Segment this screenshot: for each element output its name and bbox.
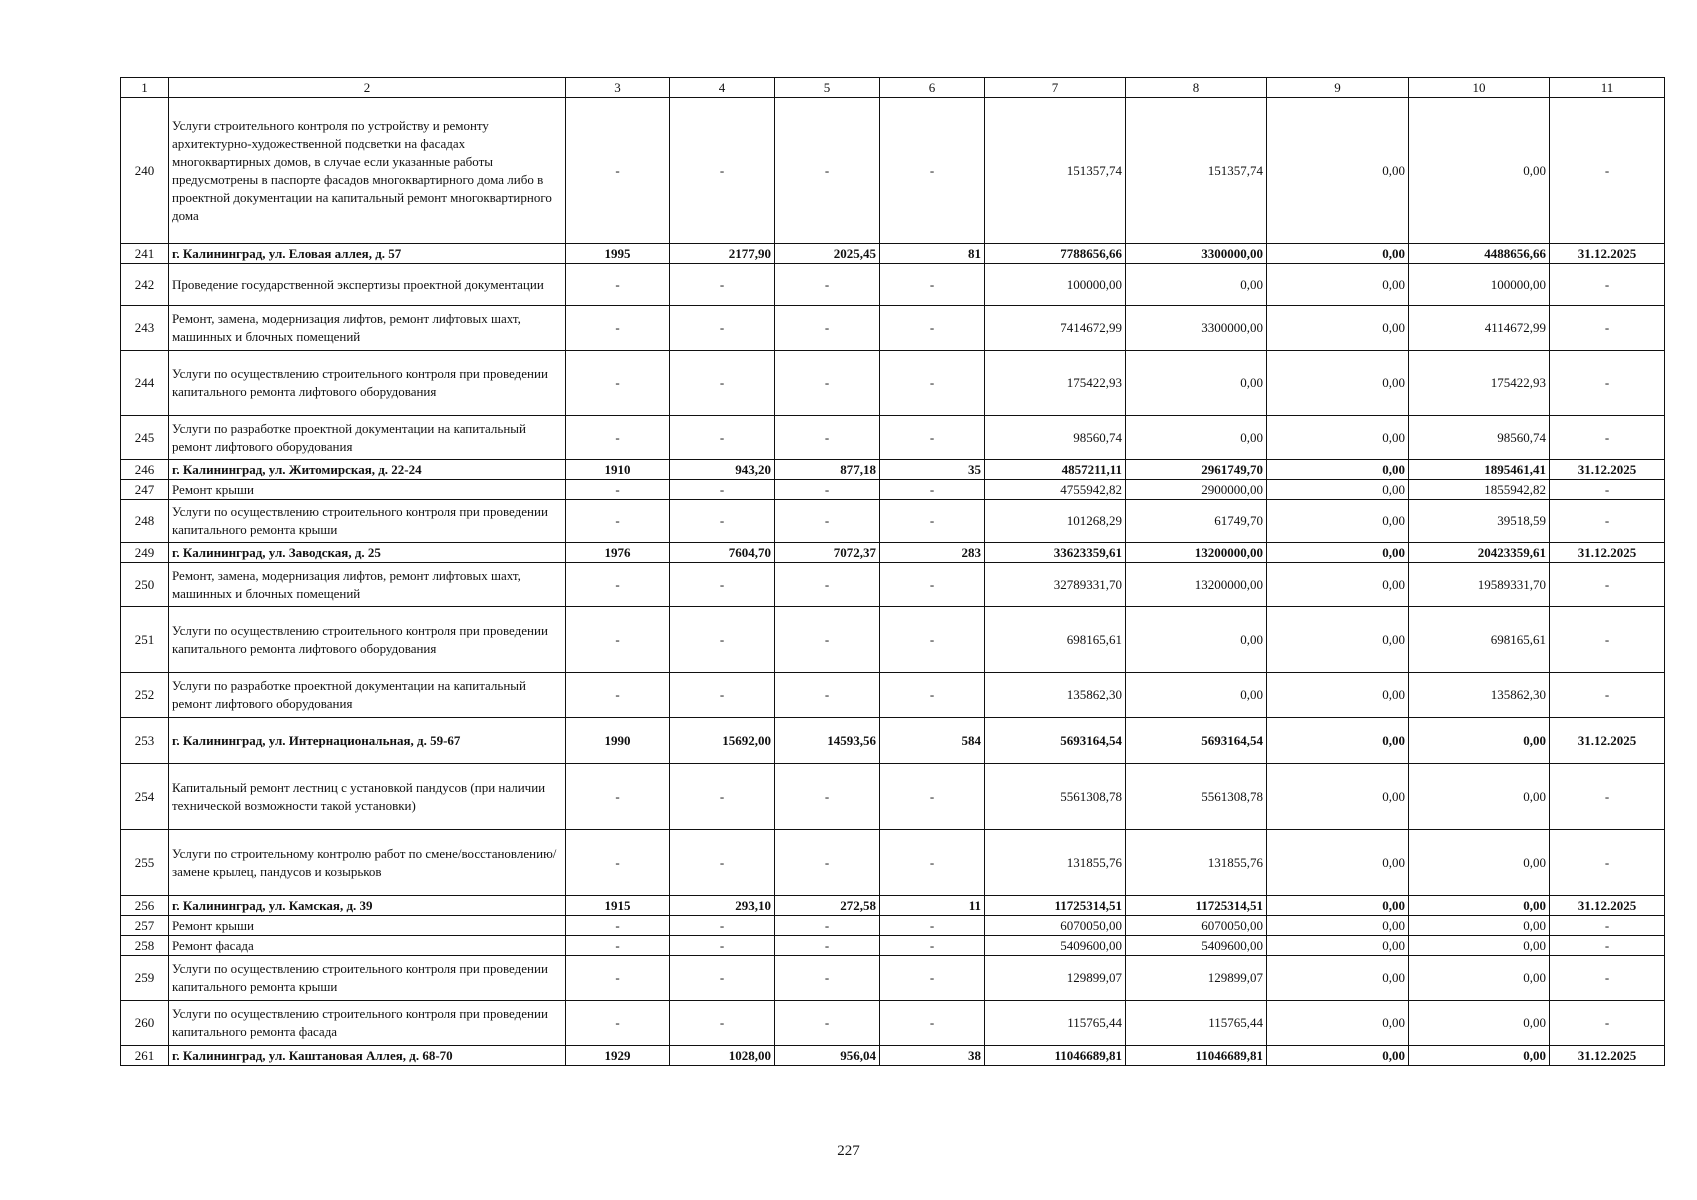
value-cell: 33623359,61 [985, 543, 1126, 563]
value-cell: 584 [880, 718, 985, 764]
value-cell: - [880, 351, 985, 416]
value-cell: 11046689,81 [985, 1046, 1126, 1066]
value-cell: 7788656,66 [985, 244, 1126, 264]
value-cell: - [880, 830, 985, 896]
work-description-cell: Ремонт, замена, модернизация лифтов, ремонт лифтовых шахт, машинных и блочных помещений [169, 306, 566, 351]
value-cell: - [566, 673, 670, 718]
address-cell: г. Калининград, ул. Каштановая Аллея, д. 68-70 [169, 1046, 566, 1066]
value-cell: 1995 [566, 244, 670, 264]
value-cell: 7414672,99 [985, 306, 1126, 351]
value-cell: - [670, 607, 775, 673]
row-number-cell: 251 [121, 607, 169, 673]
value-cell: 698165,61 [985, 607, 1126, 673]
value-cell: 32789331,70 [985, 563, 1126, 607]
value-cell: - [775, 1001, 880, 1046]
value-cell: 98560,74 [1409, 416, 1550, 460]
value-cell: - [775, 500, 880, 543]
work-item-row [121, 98, 1665, 244]
value-cell: 81 [880, 244, 985, 264]
work-description-cell: Услуги по осуществлению строительного контроля при проведении капитального ремонта крыши [169, 500, 566, 543]
work-description-cell: Услуги по осуществлению строительного контроля при проведении капитального ремонта фасада [169, 1001, 566, 1046]
address-row [121, 244, 1665, 264]
value-cell: 39518,59 [1409, 500, 1550, 543]
work-description-cell: Услуги строительного контроля по устройству и ремонту архитектурно-художественной подсветки на фасадах многоквартирных домов, в случае если указанные работы предусмотрены в паспорте фасадов многоквартирного дома либо в проектной документации на капитальный ремонт многоквартирного дома [169, 98, 566, 244]
work-item-row [121, 673, 1665, 718]
value-cell: 956,04 [775, 1046, 880, 1066]
value-cell: - [566, 764, 670, 830]
column-number-cell: 3 [566, 78, 670, 98]
value-cell: 20423359,61 [1409, 543, 1550, 563]
value-cell: 1895461,41 [1409, 460, 1550, 480]
value-cell: - [775, 764, 880, 830]
value-cell: 0,00 [1267, 1001, 1409, 1046]
value-cell: 5561308,78 [1126, 764, 1267, 830]
value-cell: 151357,74 [1126, 98, 1267, 244]
value-cell: 31.12.2025 [1550, 896, 1665, 916]
value-cell: 135862,30 [985, 673, 1126, 718]
work-item-row [121, 956, 1665, 1001]
value-cell: - [1550, 416, 1665, 460]
value-cell: - [670, 351, 775, 416]
value-cell: 2961749,70 [1126, 460, 1267, 480]
address-cell: г. Калининград, ул. Заводская, д. 25 [169, 543, 566, 563]
value-cell: - [1550, 306, 1665, 351]
value-cell: - [775, 351, 880, 416]
value-cell: - [775, 264, 880, 306]
value-cell: 1976 [566, 543, 670, 563]
value-cell: 1929 [566, 1046, 670, 1066]
capital-repair-table [120, 77, 1665, 1066]
value-cell: 31.12.2025 [1550, 460, 1665, 480]
value-cell: 129899,07 [1126, 956, 1267, 1001]
value-cell: - [1550, 916, 1665, 936]
value-cell: 6070050,00 [985, 916, 1126, 936]
value-cell: 283 [880, 543, 985, 563]
value-cell: 0,00 [1267, 1046, 1409, 1066]
value-cell: 5561308,78 [985, 764, 1126, 830]
value-cell: - [1550, 956, 1665, 1001]
work-item-row [121, 1001, 1665, 1046]
row-number-cell: 248 [121, 500, 169, 543]
work-item-row [121, 306, 1665, 351]
row-number-cell: 254 [121, 764, 169, 830]
work-description-cell: Услуги по строительному контролю работ по смене/восстановлению/замене крылец, пандусов и козырьков [169, 830, 566, 896]
value-cell: 31.12.2025 [1550, 244, 1665, 264]
row-number-cell: 253 [121, 718, 169, 764]
value-cell: 2177,90 [670, 244, 775, 264]
work-description-cell: Услуги по осуществлению строительного контроля при проведении капитального ремонта крыши [169, 956, 566, 1001]
column-number-cell: 7 [985, 78, 1126, 98]
value-cell: - [880, 916, 985, 936]
address-row [121, 718, 1665, 764]
value-cell: 14593,56 [775, 718, 880, 764]
value-cell: 5409600,00 [985, 936, 1126, 956]
value-cell: 101268,29 [985, 500, 1126, 543]
value-cell: 100000,00 [985, 264, 1126, 306]
value-cell: 4857211,11 [985, 460, 1126, 480]
value-cell: 0,00 [1267, 830, 1409, 896]
value-cell: - [880, 480, 985, 500]
value-cell: 151357,74 [985, 98, 1126, 244]
value-cell: 0,00 [1409, 764, 1550, 830]
value-cell: - [670, 480, 775, 500]
value-cell: 0,00 [1409, 98, 1550, 244]
value-cell: - [566, 936, 670, 956]
value-cell: - [1550, 830, 1665, 896]
value-cell: 11725314,51 [1126, 896, 1267, 916]
value-cell: - [566, 500, 670, 543]
row-number-cell: 257 [121, 916, 169, 936]
value-cell: - [670, 416, 775, 460]
column-number-row [121, 78, 1665, 98]
value-cell: 0,00 [1267, 500, 1409, 543]
value-cell: 4488656,66 [1409, 244, 1550, 264]
value-cell: 0,00 [1409, 916, 1550, 936]
value-cell: - [1550, 500, 1665, 543]
row-number-cell: 244 [121, 351, 169, 416]
value-cell: 0,00 [1267, 896, 1409, 916]
value-cell: - [566, 98, 670, 244]
column-number-cell: 1 [121, 78, 169, 98]
address-row [121, 896, 1665, 916]
work-item-row [121, 916, 1665, 936]
work-description-cell: Услуги по осуществлению строительного контроля при проведении капитального ремонта лифтового оборудования [169, 607, 566, 673]
value-cell: - [566, 351, 670, 416]
value-cell: - [566, 1001, 670, 1046]
address-row [121, 543, 1665, 563]
value-cell: - [1550, 480, 1665, 500]
row-number-cell: 256 [121, 896, 169, 916]
value-cell: - [775, 830, 880, 896]
work-item-row [121, 830, 1665, 896]
row-number-cell: 246 [121, 460, 169, 480]
value-cell: 0,00 [1267, 956, 1409, 1001]
value-cell: - [880, 673, 985, 718]
value-cell: - [880, 500, 985, 543]
value-cell: 0,00 [1409, 956, 1550, 1001]
value-cell: 4114672,99 [1409, 306, 1550, 351]
value-cell: - [880, 563, 985, 607]
work-item-row [121, 563, 1665, 607]
value-cell: 31.12.2025 [1550, 543, 1665, 563]
work-item-row [121, 480, 1665, 500]
row-number-cell: 240 [121, 98, 169, 244]
value-cell: 0,00 [1126, 351, 1267, 416]
value-cell: 0,00 [1267, 936, 1409, 956]
value-cell: 61749,70 [1126, 500, 1267, 543]
value-cell: 0,00 [1409, 936, 1550, 956]
value-cell: - [670, 264, 775, 306]
value-cell: 129899,07 [985, 956, 1126, 1001]
value-cell: 0,00 [1409, 1001, 1550, 1046]
address-cell: г. Калининград, ул. Камская, д. 39 [169, 896, 566, 916]
value-cell: 0,00 [1267, 563, 1409, 607]
value-cell: - [775, 98, 880, 244]
value-cell: 175422,93 [985, 351, 1126, 416]
value-cell: 5693164,54 [985, 718, 1126, 764]
value-cell: 0,00 [1126, 416, 1267, 460]
value-cell: - [880, 98, 985, 244]
address-row [121, 1046, 1665, 1066]
row-number-cell: 249 [121, 543, 169, 563]
value-cell: 272,58 [775, 896, 880, 916]
row-number-cell: 258 [121, 936, 169, 956]
value-cell: 4755942,82 [985, 480, 1126, 500]
value-cell: 115765,44 [985, 1001, 1126, 1046]
value-cell: 13200000,00 [1126, 543, 1267, 563]
column-number-cell: 10 [1409, 78, 1550, 98]
value-cell: 0,00 [1267, 673, 1409, 718]
value-cell: - [566, 830, 670, 896]
value-cell: - [1550, 607, 1665, 673]
value-cell: - [880, 264, 985, 306]
value-cell: 0,00 [1267, 764, 1409, 830]
work-item-row [121, 764, 1665, 830]
value-cell: 5409600,00 [1126, 936, 1267, 956]
value-cell: 175422,93 [1409, 351, 1550, 416]
row-number-cell: 259 [121, 956, 169, 1001]
value-cell: 2025,45 [775, 244, 880, 264]
value-cell: - [880, 306, 985, 351]
value-cell: - [775, 416, 880, 460]
value-cell: 13200000,00 [1126, 563, 1267, 607]
value-cell: - [670, 916, 775, 936]
column-number-cell: 5 [775, 78, 880, 98]
value-cell: - [1550, 98, 1665, 244]
value-cell: - [775, 936, 880, 956]
work-item-row [121, 416, 1665, 460]
value-cell: 1910 [566, 460, 670, 480]
value-cell: 0,00 [1267, 916, 1409, 936]
value-cell: - [670, 673, 775, 718]
value-cell: 0,00 [1267, 244, 1409, 264]
work-description-cell: Ремонт, замена, модернизация лифтов, ремонт лифтовых шахт, машинных и блочных помещений [169, 563, 566, 607]
value-cell: - [670, 98, 775, 244]
value-cell: 1028,00 [670, 1046, 775, 1066]
column-number-cell: 2 [169, 78, 566, 98]
value-cell: 38 [880, 1046, 985, 1066]
row-number-cell: 241 [121, 244, 169, 264]
value-cell: 0,00 [1267, 264, 1409, 306]
value-cell: - [880, 607, 985, 673]
value-cell: 3300000,00 [1126, 306, 1267, 351]
value-cell: - [775, 916, 880, 936]
value-cell: - [775, 673, 880, 718]
value-cell: - [566, 416, 670, 460]
value-cell: 131855,76 [985, 830, 1126, 896]
work-description-cell: Проведение государственной экспертизы проектной документации [169, 264, 566, 306]
row-number-cell: 243 [121, 306, 169, 351]
work-description-cell: Ремонт крыши [169, 480, 566, 500]
value-cell: 943,20 [670, 460, 775, 480]
value-cell: 0,00 [1267, 351, 1409, 416]
value-cell: 0,00 [1409, 718, 1550, 764]
value-cell: 135862,30 [1409, 673, 1550, 718]
row-number-cell: 247 [121, 480, 169, 500]
value-cell: - [566, 563, 670, 607]
value-cell: 7604,70 [670, 543, 775, 563]
value-cell: - [1550, 764, 1665, 830]
value-cell: 19589331,70 [1409, 563, 1550, 607]
value-cell: 6070050,00 [1126, 916, 1267, 936]
column-number-cell: 4 [670, 78, 775, 98]
row-number-cell: 252 [121, 673, 169, 718]
value-cell: - [880, 956, 985, 1001]
work-item-row [121, 264, 1665, 306]
value-cell: 5693164,54 [1126, 718, 1267, 764]
value-cell: 0,00 [1409, 1046, 1550, 1066]
column-number-cell: 6 [880, 78, 985, 98]
row-number-cell: 250 [121, 563, 169, 607]
work-description-cell: Услуги по осуществлению строительного контроля при проведении капитального ремонта лифтового оборудования [169, 351, 566, 416]
value-cell: 2900000,00 [1126, 480, 1267, 500]
value-cell: - [566, 956, 670, 1001]
value-cell: 0,00 [1409, 896, 1550, 916]
row-number-cell: 242 [121, 264, 169, 306]
value-cell: - [1550, 936, 1665, 956]
value-cell: - [670, 1001, 775, 1046]
column-number-cell: 9 [1267, 78, 1409, 98]
work-description-cell: Услуги по разработке проектной документации на капитальный ремонт лифтового оборудования [169, 673, 566, 718]
value-cell: 131855,76 [1126, 830, 1267, 896]
value-cell: 31.12.2025 [1550, 718, 1665, 764]
value-cell: 11 [880, 896, 985, 916]
value-cell: 31.12.2025 [1550, 1046, 1665, 1066]
column-number-cell: 8 [1126, 78, 1267, 98]
value-cell: - [566, 264, 670, 306]
work-item-row [121, 607, 1665, 673]
value-cell: 0,00 [1409, 830, 1550, 896]
value-cell: 1990 [566, 718, 670, 764]
value-cell: 15692,00 [670, 718, 775, 764]
value-cell: 0,00 [1267, 416, 1409, 460]
value-cell: - [1550, 673, 1665, 718]
value-cell: - [670, 936, 775, 956]
address-cell: г. Калининград, ул. Житомирская, д. 22-24 [169, 460, 566, 480]
row-number-cell: 245 [121, 416, 169, 460]
value-cell: - [670, 306, 775, 351]
value-cell: 0,00 [1267, 460, 1409, 480]
value-cell: 0,00 [1267, 607, 1409, 673]
value-cell: - [775, 306, 880, 351]
value-cell: 0,00 [1126, 673, 1267, 718]
value-cell: 100000,00 [1409, 264, 1550, 306]
value-cell: 3300000,00 [1126, 244, 1267, 264]
value-cell: 11046689,81 [1126, 1046, 1267, 1066]
value-cell: 0,00 [1267, 543, 1409, 563]
value-cell: - [1550, 351, 1665, 416]
value-cell: - [566, 916, 670, 936]
value-cell: 293,10 [670, 896, 775, 916]
value-cell: - [566, 607, 670, 673]
value-cell: - [880, 764, 985, 830]
value-cell: - [1550, 1001, 1665, 1046]
column-number-cell: 11 [1550, 78, 1665, 98]
value-cell: - [670, 500, 775, 543]
work-description-cell: Услуги по разработке проектной документации на капитальный ремонт лифтового оборудования [169, 416, 566, 460]
value-cell: 0,00 [1267, 98, 1409, 244]
value-cell: 0,00 [1267, 480, 1409, 500]
address-row [121, 460, 1665, 480]
value-cell: 1915 [566, 896, 670, 916]
value-cell: 98560,74 [985, 416, 1126, 460]
row-number-cell: 260 [121, 1001, 169, 1046]
value-cell: 0,00 [1126, 264, 1267, 306]
value-cell: - [1550, 563, 1665, 607]
row-number-cell: 255 [121, 830, 169, 896]
work-description-cell: Ремонт фасада [169, 936, 566, 956]
work-item-row [121, 500, 1665, 543]
work-description-cell: Капитальный ремонт лестниц с установкой пандусов (при наличии технической возможности такой установки) [169, 764, 566, 830]
value-cell: - [566, 480, 670, 500]
value-cell: 0,00 [1267, 718, 1409, 764]
value-cell: - [566, 306, 670, 351]
address-cell: г. Калининград, ул. Интернациональная, д. 59-67 [169, 718, 566, 764]
value-cell: - [670, 764, 775, 830]
value-cell: 698165,61 [1409, 607, 1550, 673]
value-cell: - [670, 563, 775, 607]
work-item-row [121, 351, 1665, 416]
value-cell: 115765,44 [1126, 1001, 1267, 1046]
value-cell: - [670, 830, 775, 896]
value-cell: 1855942,82 [1409, 480, 1550, 500]
address-cell: г. Калининград, ул. Еловая аллея, д. 57 [169, 244, 566, 264]
value-cell: 877,18 [775, 460, 880, 480]
page-number: 227 [837, 1143, 860, 1159]
value-cell: 7072,37 [775, 543, 880, 563]
value-cell: - [670, 956, 775, 1001]
value-cell: - [775, 563, 880, 607]
value-cell: - [775, 607, 880, 673]
value-cell: - [775, 480, 880, 500]
value-cell: - [775, 956, 880, 1001]
value-cell: - [880, 936, 985, 956]
work-item-row [121, 936, 1665, 956]
work-description-cell: Ремонт крыши [169, 916, 566, 936]
value-cell: - [1550, 264, 1665, 306]
row-number-cell: 261 [121, 1046, 169, 1066]
value-cell: - [880, 1001, 985, 1046]
value-cell: 0,00 [1126, 607, 1267, 673]
value-cell: 0,00 [1267, 306, 1409, 351]
value-cell: - [880, 416, 985, 460]
value-cell: 35 [880, 460, 985, 480]
value-cell: 11725314,51 [985, 896, 1126, 916]
